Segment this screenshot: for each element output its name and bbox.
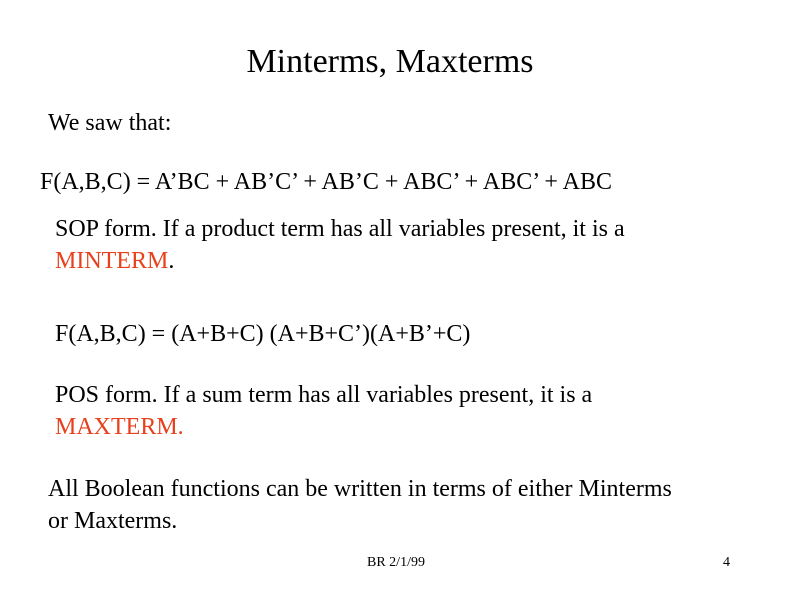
maxterm-highlight: MAXTERM.: [55, 414, 184, 440]
conclusion-line-1: All Boolean functions can be written in terms of either Minterms: [48, 476, 672, 502]
minterm-period: .: [168, 248, 175, 274]
page-number: 4: [723, 555, 730, 570]
footer-date: BR 2/1/99: [367, 555, 425, 570]
intro-text: We saw that:: [48, 110, 172, 136]
sop-description: SOP form. If a product term has all variables present, it is a: [55, 216, 625, 242]
pos-description: POS form. If a sum term has all variables present, it is a: [55, 382, 593, 408]
conclusion-line-2: or Maxterms.: [48, 508, 178, 534]
pos-equation: F(A,B,C) = (A+B+C) (A+B+C’)(A+B’+C): [55, 321, 471, 347]
minterm-highlight: MINTERM: [55, 248, 169, 274]
slide-title: Minterms, Maxterms: [246, 43, 534, 80]
sop-term-line: [55, 245, 174, 277]
sop-equation: F(A,B,C) = A’BC + AB’C’ + AB’C + ABC’ + ABC’ + ABC: [40, 169, 612, 195]
